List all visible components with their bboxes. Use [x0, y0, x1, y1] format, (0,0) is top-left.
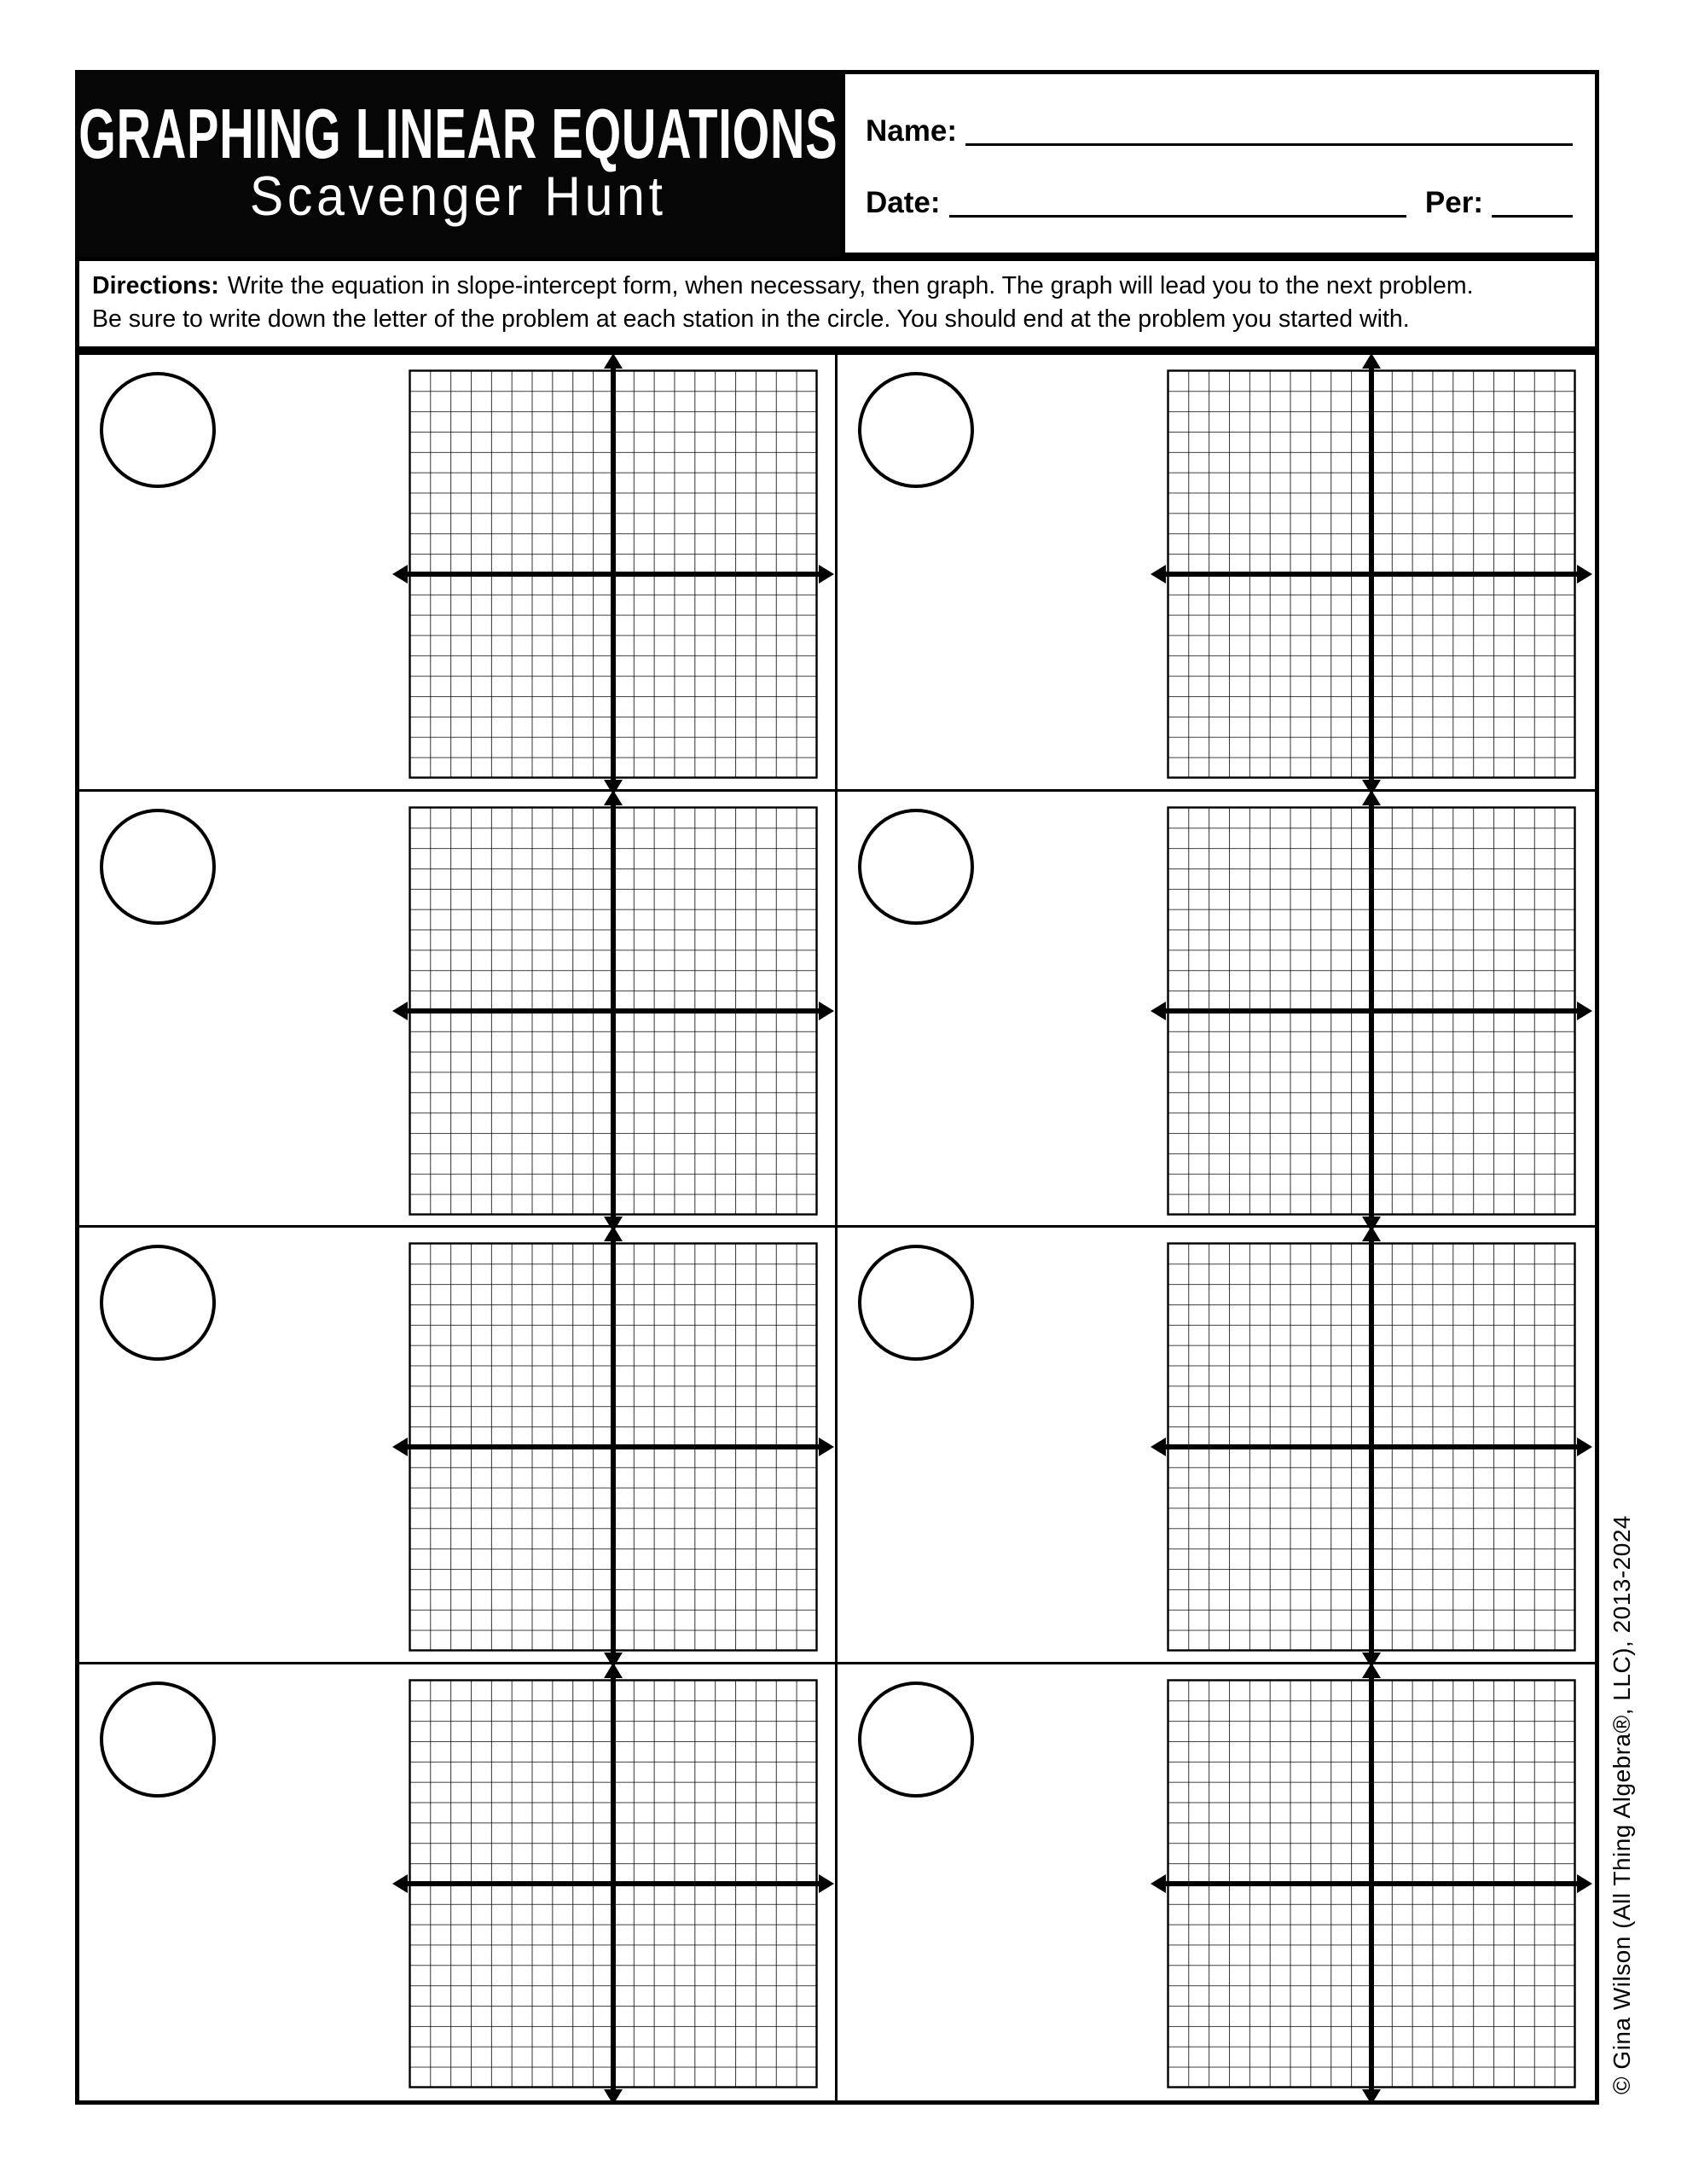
problems-grid [75, 351, 1599, 2105]
coordinate-grid[interactable] [391, 789, 835, 1233]
answer-circle[interactable] [100, 1245, 216, 1361]
problem-cell [838, 355, 1596, 792]
coordinate-grid[interactable] [1150, 789, 1593, 1233]
coordinate-grid[interactable] [1150, 1662, 1593, 2106]
directions-label: Directions: [92, 272, 219, 299]
name-label: Name: [866, 114, 957, 148]
answer-circle[interactable] [100, 1682, 216, 1798]
problem-cell [838, 1228, 1596, 1664]
title-box [75, 70, 841, 257]
coordinate-grid[interactable] [1150, 352, 1593, 796]
directions-line-2: Be sure to write down the letter of the problem at each station in the circle. You should end at the problem you started with. [92, 305, 1410, 333]
header-row [75, 70, 1599, 257]
period-blank-line[interactable] [1492, 181, 1573, 218]
worksheet-title: GRAPHING LINEAR EQUATIONS [78, 94, 838, 173]
period-label: Per: [1424, 186, 1483, 219]
answer-circle[interactable] [100, 372, 216, 488]
directions-text-1: Write the equation in slope-intercept form, when necessary, then graph. The graph will lead you to the next problem. [227, 272, 1474, 299]
answer-circle[interactable] [858, 809, 974, 925]
answer-circle[interactable] [858, 1682, 974, 1798]
copyright-text: © Gina Wilson (All Thing Algebra®, LLC), 2013-2024 [1609, 1515, 1635, 2094]
coordinate-grid[interactable] [1150, 1225, 1593, 1669]
problem-cell [79, 355, 838, 792]
problem-cell [79, 1664, 838, 2101]
student-info-box [841, 70, 1599, 257]
date-blank-line[interactable] [949, 181, 1406, 218]
directions-line-1 [92, 270, 1582, 303]
problem-cell [838, 1664, 1596, 2101]
problem-cell [79, 792, 838, 1228]
answer-circle[interactable] [858, 1245, 974, 1361]
name-row [866, 108, 1573, 146]
coordinate-grid[interactable] [391, 1662, 835, 2106]
date-label: Date: [866, 186, 941, 219]
coordinate-grid[interactable] [391, 352, 835, 796]
coordinate-grid[interactable] [391, 1225, 835, 1669]
worksheet-subtitle: Scavenger Hunt [249, 166, 667, 228]
problem-cell [79, 1228, 838, 1664]
directions-box [75, 257, 1599, 351]
problem-cell [838, 792, 1596, 1228]
answer-circle[interactable] [858, 372, 974, 488]
answer-circle[interactable] [100, 809, 216, 925]
name-blank-line[interactable] [965, 109, 1573, 146]
date-row [866, 180, 1573, 218]
